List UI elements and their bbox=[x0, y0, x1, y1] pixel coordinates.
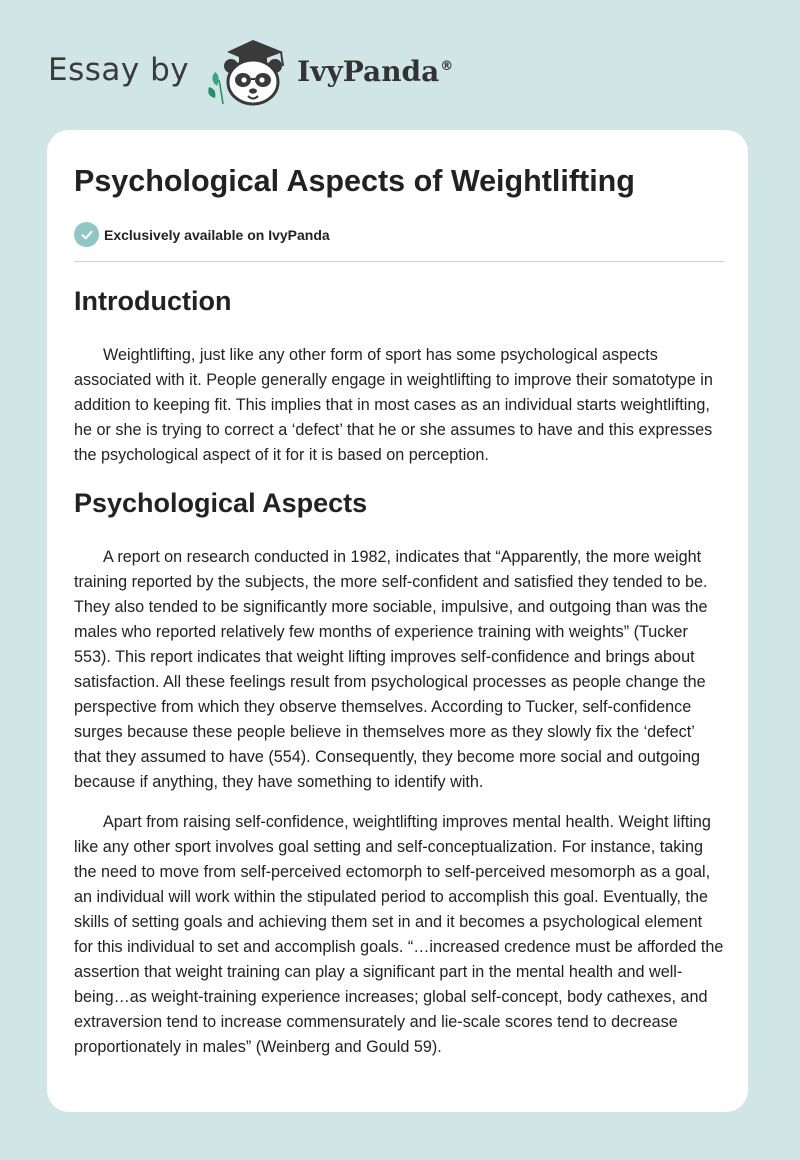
registered-mark: ® bbox=[440, 59, 454, 75]
essay-card bbox=[47, 130, 748, 1112]
ivypanda-wordmark bbox=[297, 55, 453, 88]
page-title: Psychological Aspects of Weightlifting bbox=[74, 164, 635, 198]
exclusive-badge bbox=[74, 222, 330, 247]
section-heading-introduction: Introduction bbox=[74, 286, 232, 316]
brand-header[interactable] bbox=[48, 36, 453, 108]
paragraph: Apart from raising self-confidence, weightlifting improves mental health. Weight lifting like any other sport involves goal setting and self-conceptualization. For instance, taking the need to move from self-perceived ectomorph to self-perceived mesomorph as a goal, an individual will work within the stipulated period to accomplish this goal. Eventually, the skills of setting goals and achieving them set in and it becomes a psychological element for this individual to set and accomplish goals. “…increased credence must be afforded the assertion that weight training can play a significant part in the mental health and well-being…as weight-training experience increases; global self-concept, body cathexes, and extraversion tend to increase commensurately and lie-scale scores tend to decrease proportionately in males” (Weinberg and Gould 59). bbox=[74, 813, 724, 1056]
brand-name: IvyPanda bbox=[297, 54, 440, 88]
paragraph: A report on research conducted in 1982, indicates that “Apparently, the more weight training reported by the subjects, the more self-confident and satisfied they tended to be. They also tended to be significantly more sociable, impulsive, and outgoing than was the males who reported relatively few months of experience training with weights” (Tucker 553). This report indicates that weight lifting improves self-confidence and brings about satisfaction. All these feelings result from psychological processes as people change the perspective from which they observe themselves. According to Tucker, self-confidence surges because these people believe in themselves more as they slowly fix the ‘defect’ that they assumed to have (554). Consequently, they become more social and outgoing because if anything, they have something to identify with. bbox=[74, 548, 708, 791]
paragraph: Weightlifting, just like any other form of sport has some psychological aspects associated with it. People generally engage in weightlifting to improve their somatotype in addition to keeping fit. This implies that in most cases as an individual starts weightlifting, he or she is trying to correct a ‘defect’ that he or she assumes to have and this expresses the psychological aspect of it for it is based on perception. bbox=[74, 346, 713, 464]
check-icon bbox=[74, 222, 99, 247]
panda-logo-icon bbox=[203, 36, 295, 108]
exclusive-badge-label: Exclusively available on IvyPanda bbox=[104, 226, 330, 243]
essay-by-label: Essay by bbox=[48, 52, 190, 88]
section-heading-psychological-aspects: Psychological Aspects bbox=[74, 488, 368, 518]
title-divider bbox=[74, 261, 724, 262]
